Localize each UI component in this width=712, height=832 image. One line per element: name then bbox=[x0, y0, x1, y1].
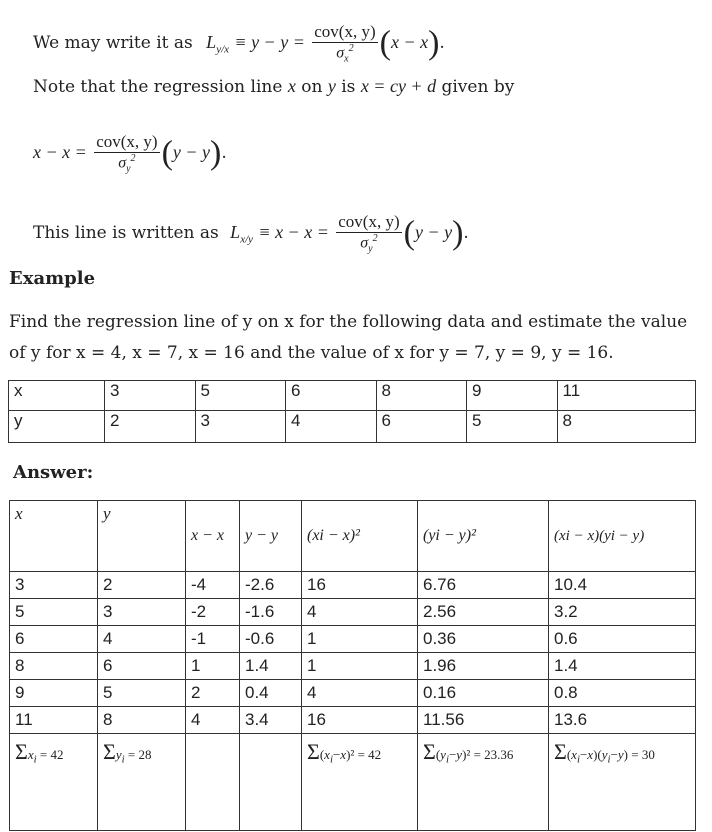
sum-xx: $\Sigma(x_i-x)^2 = 42$ bbox=[302, 734, 418, 831]
table-row: 11 8 4 3.4 16 11.56 13.6 bbox=[10, 707, 696, 734]
table-row: x 3 5 6 8 9 11 bbox=[9, 381, 696, 411]
table-row: 8 6 1 1.4 1 1.96 1.4 bbox=[10, 653, 696, 680]
answer-table bbox=[9, 500, 696, 831]
sum-x: $\Sigma x_i = 42$ bbox=[10, 734, 98, 831]
sum-yy: $\Sigma(y_i-y)^2 = 23.36$ bbox=[418, 734, 549, 831]
answer-heading: Answer: bbox=[13, 462, 94, 483]
eq1-tail: x − x bbox=[390, 31, 429, 52]
sum-xy: $\Sigma(x_i-x)(y_i-y) = 30$ bbox=[549, 734, 696, 831]
eq1-fraction: $\frac{\text{cov(x, y)}}{\sigma_x^2}$ bbox=[314, 22, 376, 65]
equation-2: x − x = $\frac{\text{cov(x, y)}}{\sigma_y^2}$ (y − y). bbox=[33, 132, 227, 175]
table-row: 3 2 -4 -2.6 16 6.76 10.4 bbox=[10, 572, 696, 599]
table-row: y 2 3 4 6 5 8 bbox=[9, 411, 696, 443]
note-line: Note that the regression line x on y is x = cy + d given by bbox=[33, 76, 515, 97]
equation-3: This line is written as $L_{x/y} \equiv x - x$ = $\frac{\text{cov(x, y)}}{\sigma_y^2}$ (y − y). bbox=[33, 212, 469, 255]
eq1-lhs: ≡ y − y = bbox=[234, 31, 305, 52]
table-row: 6 4 -1 -0.6 1 0.36 0.6 bbox=[10, 626, 696, 653]
we-may-text: We may write it as bbox=[33, 32, 193, 53]
table-row: 5 3 -2 -1.6 4 2.56 3.2 bbox=[10, 599, 696, 626]
data-table bbox=[8, 380, 696, 443]
sum-row bbox=[10, 734, 696, 831]
example-heading: Example bbox=[9, 268, 96, 289]
lyx-symbol: $L_{y/x}$ bbox=[206, 31, 230, 56]
example-line-1: Find the regression line of y on x for the following data and estimate the value bbox=[9, 312, 688, 332]
sum-y: $\Sigma y_i = 28$ bbox=[98, 734, 186, 831]
example-line-2: of y for x = 4, x = 7, x = 16 and the value of x for y = 7, y = 9, y = 16. bbox=[9, 343, 614, 363]
intro-line-1: We may write it as $L_{y/x} \equiv y - y$ = $\frac{\text{cov(x, y)}}{\sigma_x^2}$ (x − x). bbox=[33, 22, 445, 65]
table-row: 9 5 2 0.4 4 0.16 0.8 bbox=[10, 680, 696, 707]
answer-header-row: x y x − x y − y (xi − x)² (yi − y)² (xi − x)(yi − y) bbox=[10, 501, 696, 572]
